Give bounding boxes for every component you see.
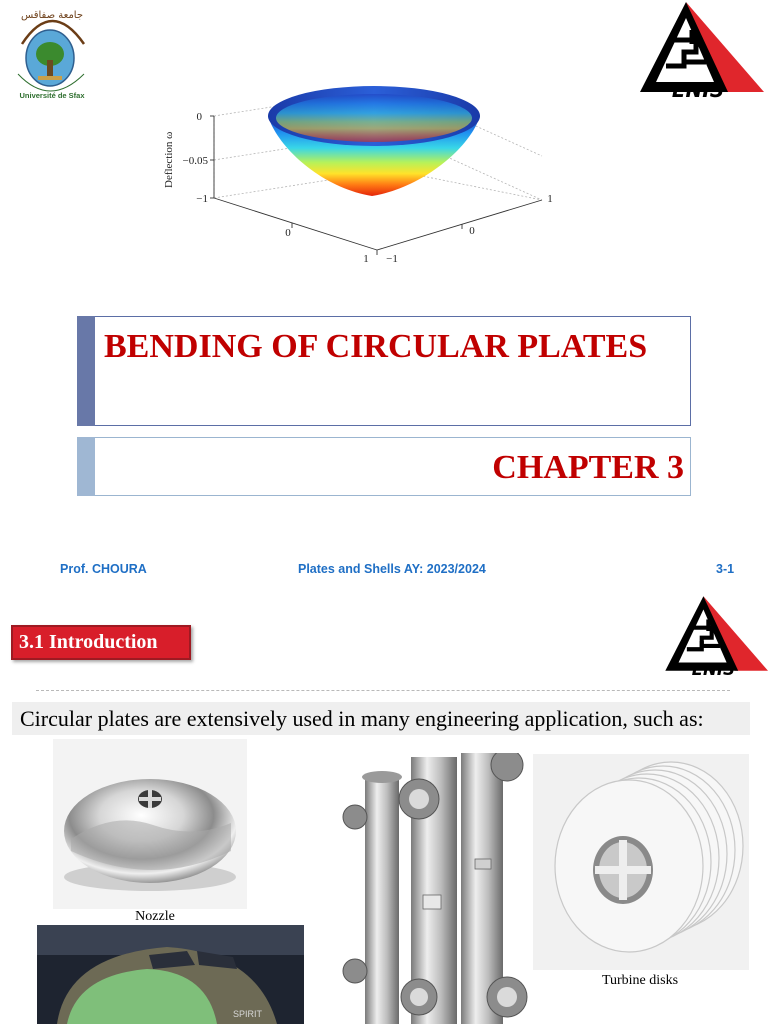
turbine-disks-image <box>533 754 749 970</box>
university-logo-text: Université de Sfax <box>19 91 85 100</box>
university-sfax-logo <box>12 4 94 104</box>
deflection-surface-plot <box>152 60 562 270</box>
slide-title: BENDING OF CIRCULAR PLATES <box>104 328 648 365</box>
section-title: 3.1 Introduction <box>11 625 191 660</box>
footer-page-number: 3-1 <box>716 562 735 576</box>
aircraft-fuselage-image <box>37 925 304 1024</box>
turbine-caption: Turbine disks <box>601 973 679 988</box>
svg-text:SPIRIT: SPIRIT <box>233 1009 263 1019</box>
x-tick-label: 0 <box>469 225 475 237</box>
nozzle-caption: Nozzle <box>135 909 175 924</box>
x-tick-label: 1 <box>547 193 553 205</box>
chapter-accent-bar <box>77 437 95 496</box>
z-axis-label: Deflection ω <box>163 131 175 188</box>
enis-logo-text: ENIS <box>691 659 735 678</box>
title-accent-bar <box>77 316 95 426</box>
enis-logo <box>662 594 768 678</box>
footer-course: Plates and Shells AY: 2023/2024 <box>298 562 486 576</box>
y-tick-label: 1 <box>363 253 369 265</box>
z-tick-label: −0.05 <box>182 155 208 167</box>
y-tick-label: 0 <box>285 227 291 239</box>
intro-text: Circular plates are extensively used in many engineering application, such as: <box>20 706 704 731</box>
svg-text:جامعة صفاقس: جامعة صفاقس <box>20 10 84 21</box>
x-tick-label: −1 <box>386 253 398 265</box>
chapter-label: CHAPTER 3 <box>492 449 684 486</box>
enis-logo-text: ENIS <box>671 78 725 100</box>
nozzle-image <box>53 739 247 909</box>
enis-logo <box>636 0 764 100</box>
heat-exchanger-image <box>335 753 531 1024</box>
z-tick-label: 0 <box>196 111 202 123</box>
footer-author: Prof. CHOURA <box>60 562 147 576</box>
z-tick-label: −1 <box>196 193 208 205</box>
divider <box>36 690 730 691</box>
